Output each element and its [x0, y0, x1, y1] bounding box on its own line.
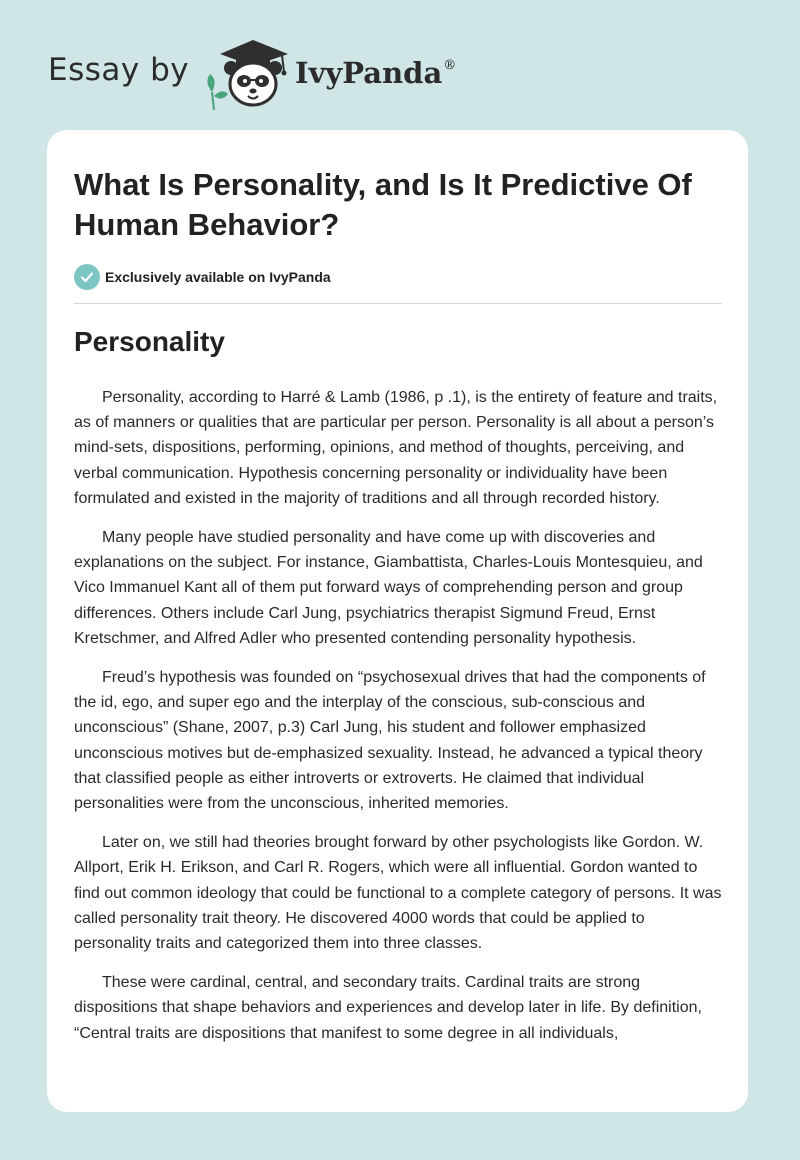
essay-by-label: Essay by	[48, 52, 190, 88]
article-card	[47, 130, 748, 1112]
exclusive-badge-text: Exclusively available on IvyPanda	[105, 268, 331, 285]
paragraph: Personality, according to Harré & Lamb (1986, p .1), is the entirety of feature and traits, as of manners or qualities that are particular per person. Personality is all about a person’s mind-sets, dispositions, performing, opinions, and method of thoughts, perceiving, and verbal communication. Hypothesis concerning personality or individuality have been formulated and existed in the majority of traditions and all through recorded history.	[74, 389, 718, 507]
paragraph: Later on, we still had theories brought forward by other psychologists like Gordon. W. Allport, Erik H. Erikson, and Carl R. Rogers, which were all influential. Gordon wanted to find out common ideology that could be functional to a complete category of persons. It was called personality trait theory. He discovered 4000 words that could be applied to personality traits and categorized them into three classes.	[74, 834, 722, 953]
checkmark-icon	[74, 264, 100, 290]
paragraph: Freud’s hypothesis was founded on “psychosexual drives that had the components of the id, ego, and super ego and the interplay of the conscious, sub-conscious and unconscious” (Shane, 2007, p.3) Carl Jung, his student and follower emphasized unconscious motives but de-emphasized sexuality. Instead, he advanced a typical theory that classified people as either introverts or extroverts. He claimed that individual personalities were from the unconscious, inherited memories.	[74, 669, 706, 813]
brand-name: IvyPanda®	[295, 56, 457, 90]
exclusive-badge	[74, 263, 331, 290]
divider	[74, 303, 722, 304]
paragraph: Many people have studied personality and have come up with discoveries and explanations on the subject. For instance, Giambattista, Charles-Louis Montesquieu, and Vico Immanuel Kant all of them put forward ways of comprehending person and group differences. Others include Carl Jung, psychiatrics therapist Sigmund Freud, Ernst Kretschmer, and Alfred Adler who presented contending personality hypothesis.	[74, 529, 703, 647]
article-title: What Is Personality, and Is It Predictive Of Human Behavior?	[74, 167, 692, 242]
paragraph: These were cardinal, central, and secondary traits. Cardinal traits are strong dispositions that shape behaviors and experiences and develop later in life. By definition, “Central traits are dispositions that manifest to some degree in all individuals,	[74, 974, 702, 1042]
section-heading: Personality	[74, 326, 225, 357]
registered-mark: ®	[443, 58, 457, 73]
site-header	[0, 0, 800, 130]
panda-graduate-logo-icon	[198, 36, 290, 110]
article-body	[74, 385, 722, 1060]
